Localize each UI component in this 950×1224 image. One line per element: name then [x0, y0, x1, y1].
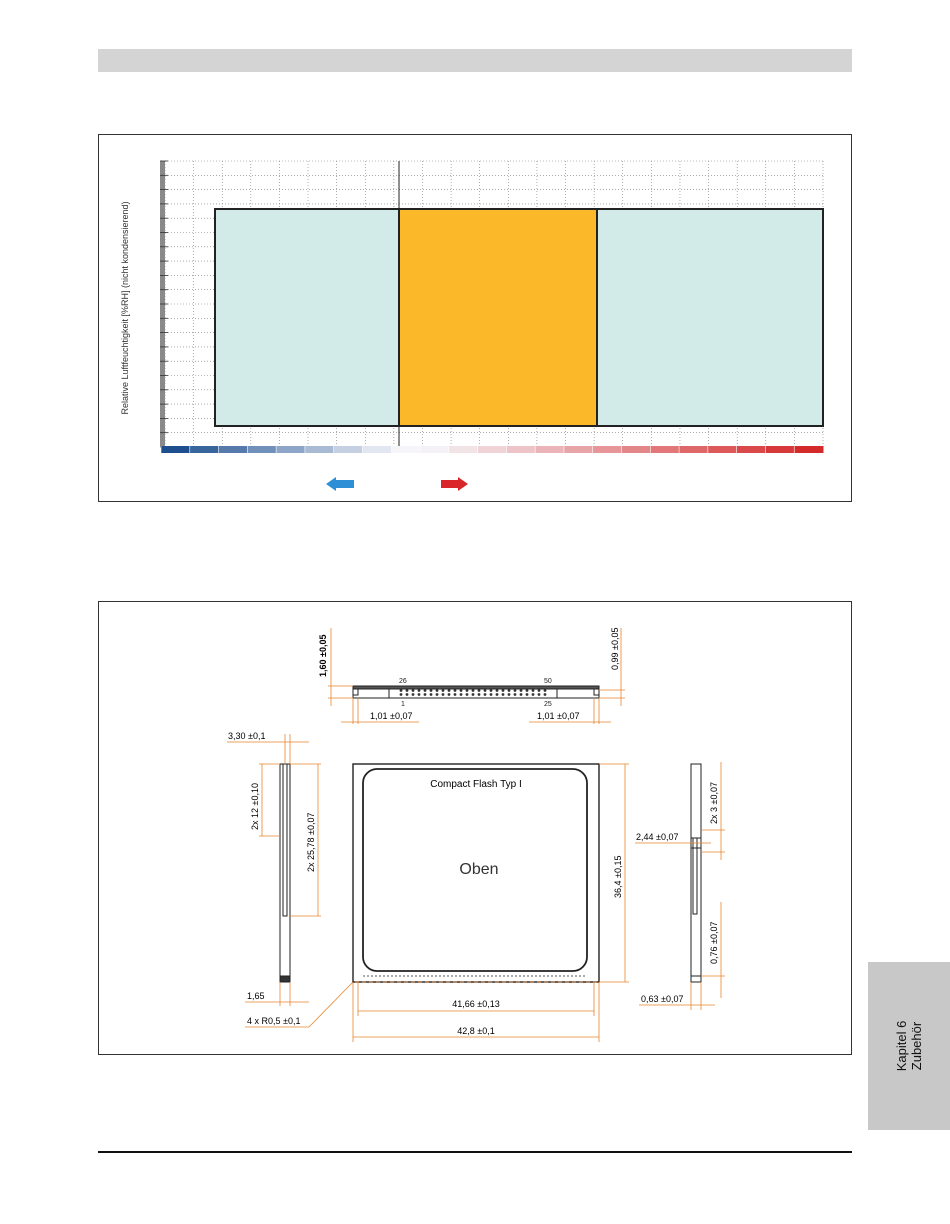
dim-rail-12: 2x 12 ±0,10 — [250, 783, 260, 830]
side-label: Oben — [459, 861, 499, 878]
dim-edge-right: 1,01 ±0,07 — [537, 711, 580, 721]
dim-side-width: 3,30 ±0,1 — [228, 731, 266, 741]
chapter-number: Kapitel 6 — [894, 1020, 909, 1072]
dim-edge-left: 1,01 ±0,07 — [370, 711, 413, 721]
pin-label-25: 25 — [544, 701, 552, 708]
footer-rule — [98, 1151, 852, 1153]
chapter-tab — [868, 962, 950, 1130]
dim-width-outer: 42,8 ±0,1 — [457, 1026, 495, 1036]
chapter-title: Zubehör — [909, 1021, 924, 1071]
dim-width-inner: 41,66 ±0,13 — [452, 999, 500, 1009]
dim-rail-2578: 2x 25,78 ±0,07 — [306, 812, 316, 872]
arrow-left-icon — [326, 477, 354, 491]
edge-view — [353, 686, 599, 698]
zone-operating — [399, 209, 597, 426]
humidity-chart-frame — [98, 134, 852, 502]
dim-height: 36,4 ±0,15 — [613, 855, 623, 898]
dim-thickness-left: 1,60 ±0,05 — [318, 634, 328, 677]
dim-bottom-h: 0,76 ±0,07 — [709, 921, 719, 964]
pin-label-1: 1 — [401, 701, 405, 708]
side-view-left — [280, 764, 290, 982]
dim-thickness-right: 0,99 ±0,05 — [610, 627, 620, 670]
side-view-right — [691, 764, 701, 982]
pin-label-50: 50 — [544, 678, 552, 685]
dim-slot-w: 2x 3 ±0,07 — [709, 782, 719, 824]
cf-card-drawing — [99, 602, 851, 1054]
y-axis-label: Relative Luftfeuchtigkeit [%RH] (nicht kondensierend) — [120, 201, 130, 415]
dim-slot-pos: 2,44 ±0,07 — [636, 832, 679, 842]
card-label: Compact Flash Typ I — [430, 779, 522, 790]
dim-side-bottom: 1,65 — [247, 991, 265, 1001]
dim-bottom-w: 0,63 ±0,07 — [641, 994, 684, 1004]
pin-label-26: 26 — [399, 678, 407, 685]
header-bar — [98, 49, 852, 72]
zone-left — [215, 209, 399, 426]
humidity-chart — [99, 135, 851, 501]
dim-radius: 4 x R0,5 ±0,1 — [247, 1016, 301, 1026]
zone-right — [597, 209, 823, 426]
arrow-right-icon — [441, 477, 468, 491]
cf-card-drawing-frame — [98, 601, 852, 1055]
